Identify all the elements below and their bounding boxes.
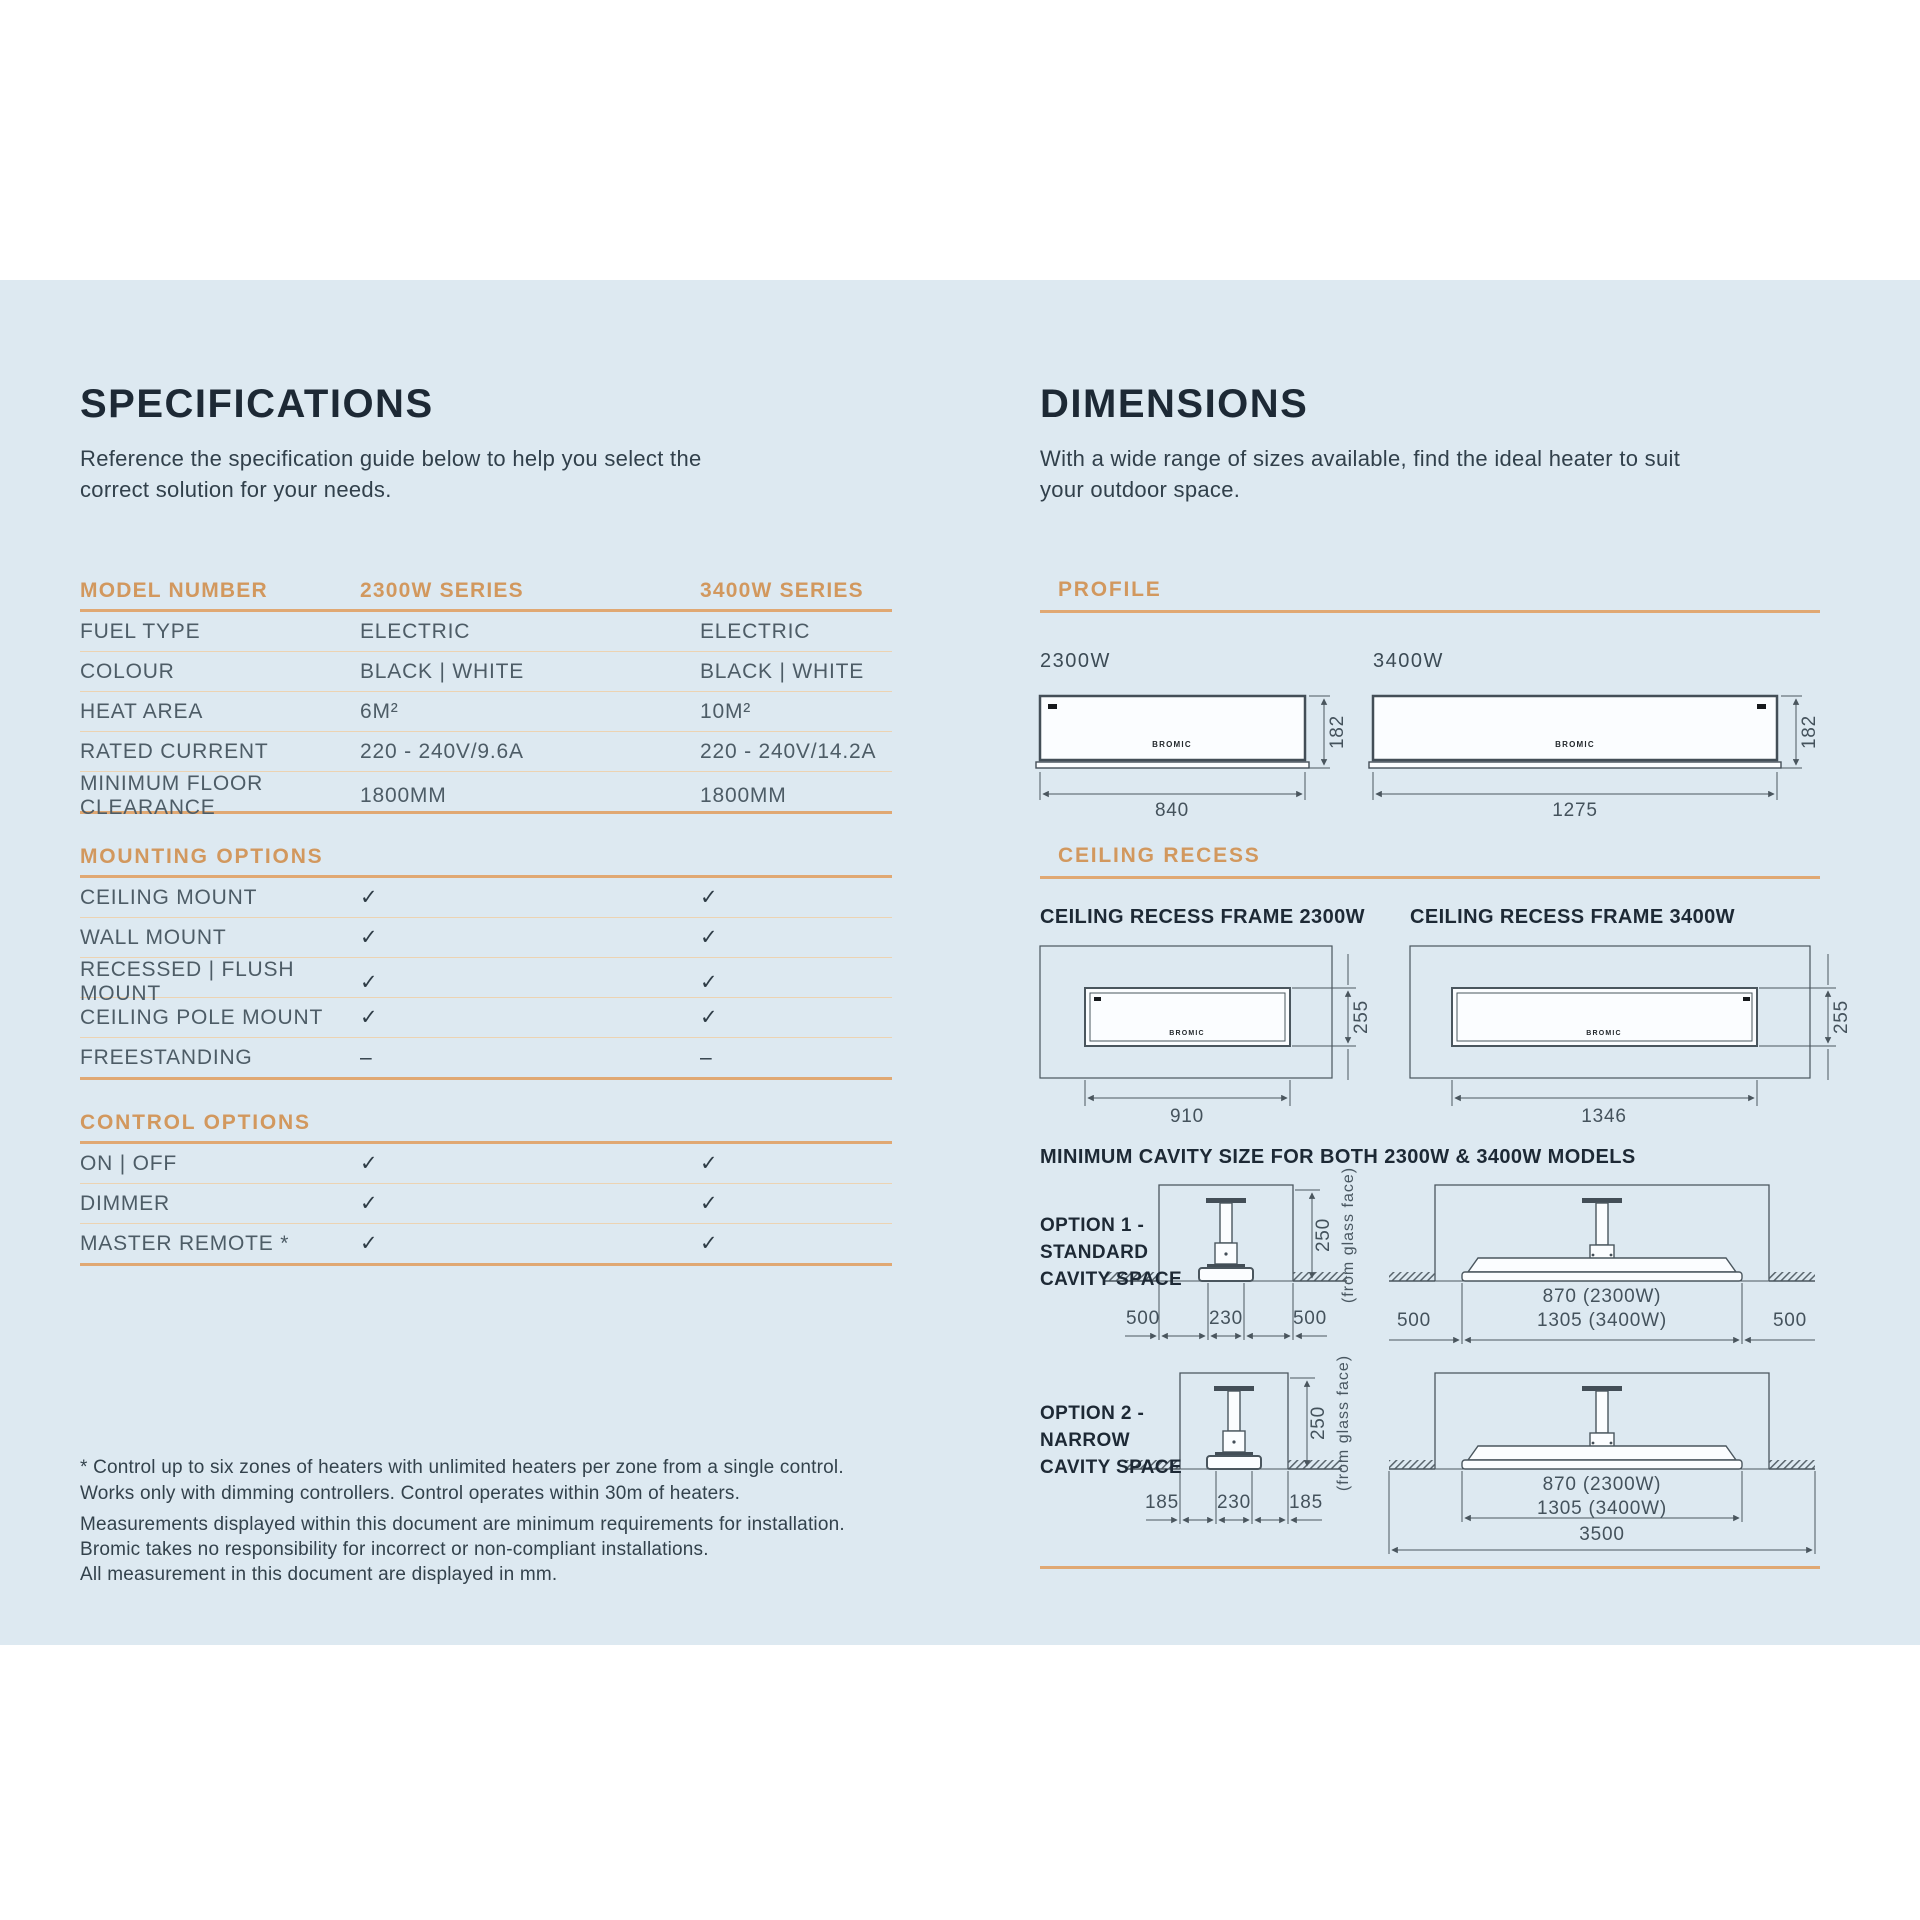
- option2-label-line3: CAVITY SPACE: [1040, 1457, 1183, 1478]
- specifications-intro: [80, 443, 702, 505]
- option1-width-2300w: 870 (2300W): [1542, 1286, 1662, 1307]
- check-mark: ✓: [360, 886, 379, 909]
- row-label: COLOUR: [80, 659, 175, 683]
- bromic-logo: BROMIC: [1152, 740, 1192, 749]
- table-row: [80, 958, 892, 1005]
- row-label: RECESSED | FLUSH MOUNT: [80, 958, 295, 1005]
- ceiling-recess-section-title: CEILING RECESS: [1058, 844, 1261, 867]
- control-options-header: [80, 1104, 892, 1144]
- profile-2300w-width-dim: 840: [1154, 800, 1190, 821]
- option2-dim-mid: 230: [1216, 1492, 1252, 1513]
- profile-3400w-width-dim: 1275: [1552, 800, 1598, 821]
- bromic-logo: BROMIC: [1586, 1030, 1622, 1037]
- table-row: [80, 652, 892, 692]
- spec-table: [80, 572, 892, 1266]
- table-row: [80, 732, 892, 772]
- bromic-logo: BROMIC: [1555, 740, 1595, 749]
- row-value: ELECTRIC: [700, 619, 811, 643]
- option1-width-3400w: 1305 (3400W): [1536, 1310, 1668, 1331]
- option1-dim-right: 500: [1292, 1308, 1328, 1329]
- option2-overall-dim: 3500: [1579, 1524, 1625, 1545]
- footnote-line: * Control up to six zones of heaters with unlimited heaters per zone from a single control.: [80, 1457, 844, 1478]
- option2-width-2300w: 870 (2300W): [1542, 1474, 1662, 1495]
- option2-dim-left: 185: [1144, 1492, 1180, 1513]
- check-mark: ✓: [360, 1232, 379, 1255]
- option2-width-3400w: 1305 (3400W): [1536, 1498, 1668, 1519]
- row-value: 1800MM: [360, 784, 447, 807]
- row-label: RATED CURRENT: [80, 739, 269, 763]
- row-value: 1800MM: [700, 784, 787, 807]
- option1-side-left: 500: [1396, 1310, 1432, 1331]
- option2-label-line2: NARROW: [1040, 1430, 1130, 1451]
- check-mark: ✓: [360, 1192, 379, 1215]
- check-mark: ✓: [360, 1006, 379, 1029]
- table-row: [80, 692, 892, 732]
- spec-table-header-2300w: 2300W SERIES: [360, 578, 524, 602]
- option1-glass-face-note: (from glass face): [1340, 1166, 1357, 1304]
- dimensions-intro: [1040, 443, 1680, 505]
- footnote-line: Measurements displayed within this document are minimum requirements for installation.: [80, 1514, 845, 1535]
- recess-2300w-depth-dim: 255: [1351, 999, 1372, 1035]
- check-mark: ✓: [360, 926, 379, 949]
- recess-3400w-width-dim: 1346: [1581, 1106, 1627, 1127]
- row-label: FREESTANDING: [80, 1045, 253, 1069]
- table-row: [80, 1038, 892, 1080]
- row-label: MINIMUM FLOOR CLEARANCE: [80, 772, 264, 819]
- row-label: CEILING MOUNT: [80, 885, 258, 909]
- table-row: [80, 918, 892, 958]
- bromic-logo: BROMIC: [1169, 1030, 1205, 1037]
- check-mark: ✓: [360, 1152, 379, 1175]
- spec-table-header: [80, 572, 892, 612]
- specifications-title: SPECIFICATIONS: [80, 382, 434, 426]
- recess-frame-3400w-label: CEILING RECESS FRAME 3400W: [1410, 906, 1735, 928]
- row-value: 220 - 240V/9.6A: [360, 739, 524, 763]
- mounting-options-title: MOUNTING OPTIONS: [80, 844, 324, 868]
- spec-table-header-model: MODEL NUMBER: [80, 578, 268, 602]
- row-label: ON | OFF: [80, 1151, 178, 1175]
- recess-3400w-depth-dim: 255: [1831, 999, 1852, 1035]
- option1-dim-left: 500: [1125, 1308, 1161, 1329]
- option2-dim-right: 185: [1288, 1492, 1324, 1513]
- dash-mark: –: [360, 1045, 373, 1069]
- option1-dim-vertical: 250: [1313, 1217, 1334, 1253]
- check-mark: ✓: [700, 1232, 719, 1255]
- profile-2300w-label: 2300W: [1040, 650, 1111, 672]
- ceiling-recess-section-rule: [1040, 876, 1820, 879]
- recess-2300w-width-dim: 910: [1169, 1106, 1205, 1127]
- row-value: 10M²: [700, 699, 752, 723]
- option1-label: [1040, 1212, 1182, 1293]
- profile-2300w-height-dim: 182: [1327, 714, 1348, 750]
- option1-dim-mid: 230: [1208, 1308, 1244, 1329]
- dimensions-closing-rule: [1040, 1566, 1820, 1569]
- dimensions-title: DIMENSIONS: [1040, 382, 1309, 426]
- row-label: CEILING POLE MOUNT: [80, 1005, 324, 1029]
- check-mark: ✓: [360, 970, 379, 994]
- option2-dim-vertical: 250: [1308, 1405, 1329, 1441]
- table-row: [80, 1224, 892, 1266]
- table-row: [80, 612, 892, 652]
- spec-table-header-3400w: 3400W SERIES: [700, 578, 864, 602]
- table-row: [80, 1184, 892, 1224]
- check-mark: ✓: [700, 970, 719, 994]
- option1-side-right: 500: [1772, 1310, 1808, 1331]
- option2-label: [1040, 1400, 1182, 1481]
- row-value: ELECTRIC: [360, 619, 471, 643]
- option2-glass-face-note: (from glass face): [1335, 1354, 1352, 1492]
- profile-3400w-label: 3400W: [1373, 650, 1444, 672]
- row-label: WALL MOUNT: [80, 925, 227, 949]
- dimensions-intro-line1: With a wide range of sizes available, find the ideal heater to suit: [1040, 446, 1681, 471]
- row-label: HEAT AREA: [80, 699, 204, 723]
- specifications-intro-line2: correct solution for your needs.: [80, 477, 392, 502]
- control-options-title: CONTROL OPTIONS: [80, 1110, 311, 1134]
- row-label: MASTER REMOTE *: [80, 1231, 290, 1255]
- row-value: BLACK | WHITE: [360, 659, 525, 683]
- check-mark: ✓: [700, 1006, 719, 1029]
- recess-frame-2300w-label: CEILING RECESS FRAME 2300W: [1040, 906, 1365, 928]
- row-value: 220 - 240V/14.2A: [700, 739, 877, 763]
- profile-section-title: PROFILE: [1058, 578, 1162, 601]
- dimensions-intro-line2: your outdoor space.: [1040, 477, 1241, 502]
- check-mark: ✓: [700, 886, 719, 909]
- mounting-options-header: [80, 838, 892, 878]
- minimum-cavity-title: MINIMUM CAVITY SIZE FOR BOTH 2300W & 3400W MODELS: [1040, 1146, 1636, 1168]
- row-value: BLACK | WHITE: [700, 659, 865, 683]
- footnote-line: Works only with dimming controllers. Control operates within 30m of heaters.: [80, 1483, 741, 1504]
- row-label: FUEL TYPE: [80, 619, 201, 643]
- row-label: DIMMER: [80, 1191, 170, 1215]
- option1-label-line3: CAVITY SPACE: [1040, 1269, 1183, 1290]
- check-mark: ✓: [700, 1192, 719, 1215]
- option2-label-line1: OPTION 2 -: [1040, 1403, 1145, 1424]
- profile-3400w-height-dim: 182: [1799, 714, 1820, 750]
- specifications-intro-line1: Reference the specification guide below to help you select the: [80, 446, 702, 471]
- footnote-measurements: [80, 1512, 845, 1587]
- option1-label-line1: OPTION 1 -: [1040, 1215, 1145, 1236]
- table-row: [80, 772, 892, 819]
- footnote-line: All measurement in this document are displayed in mm.: [80, 1564, 558, 1585]
- check-mark: ✓: [700, 1152, 719, 1175]
- table-row: [80, 1144, 892, 1184]
- check-mark: ✓: [700, 926, 719, 949]
- footnote-control: [80, 1455, 844, 1507]
- option1-label-line2: STANDARD: [1040, 1242, 1149, 1263]
- footnote-line: Bromic takes no responsibility for incorrect or non-compliant installations.: [80, 1539, 709, 1560]
- table-row: [80, 878, 892, 918]
- dash-mark: –: [700, 1045, 713, 1069]
- row-value: 6M²: [360, 699, 399, 723]
